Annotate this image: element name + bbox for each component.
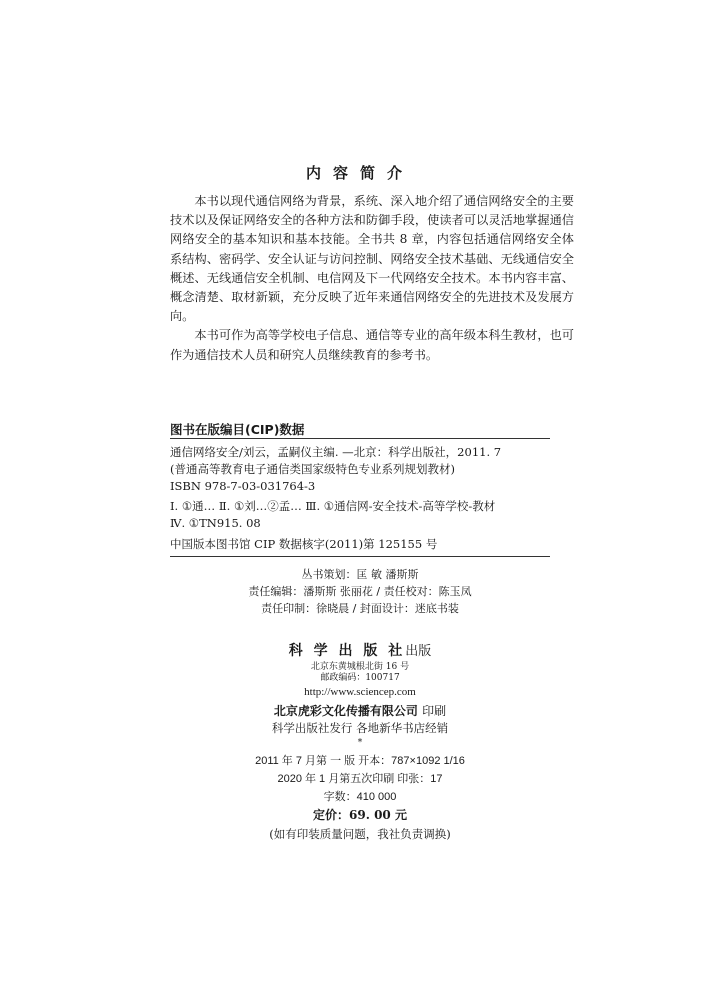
- cip-record: [170, 536, 560, 553]
- credits: [0, 566, 720, 617]
- price-label: 定价：: [313, 808, 350, 822]
- cip-bottom-rule: [170, 556, 550, 557]
- summary-paragraph: 本书可作为高等学校电子信息、通信等专业的高年级本科生教材，也可作为通信技术人员和研究人员继续教育的参考书。: [170, 328, 574, 362]
- publisher-suffix: 出版: [405, 644, 432, 659]
- publisher-address-block: [0, 662, 720, 684]
- printing-line: 2020 年 1 月第五次印刷 印张：17: [277, 773, 443, 785]
- price-line: [0, 806, 720, 823]
- summary-paragraph: 本书以现代通信网络为背景，系统、深入地介绍了通信网络安全的主要技术以及保证网络安全的各种方法和防御手段，使读者可以灵活地掌握通信网络安全的基本知识和基本技能。全书共 8 章，内容包括通信网络安全体系结构、密码学、安全认证与访问控制、网络安全技术基础、无线通信安全概述、无线通信安全机制、电信网及下一代网络安全技术。本书内容丰富、概念清楚、取材新颖，充分反映了近年来通信网络安全的先进技术及发展方向。: [170, 194, 574, 324]
- cip-subject-line: Ⅰ. ①通… Ⅱ. ①刘…②孟… Ⅲ. ①通信网-安全技术-高等学校-教材: [170, 499, 496, 513]
- cip-classification: [170, 498, 560, 532]
- separator-star: *: [357, 738, 363, 748]
- cip-isbn-line: ISBN 978-7-03-031764-3: [170, 479, 316, 493]
- publisher-name-text: 科 学 出 版 社: [288, 643, 406, 659]
- cip-title-line: 通信网络安全/刘云，孟嗣仪主编. —北京：科学出版社，2011. 7: [170, 445, 502, 459]
- publisher-name: [0, 640, 720, 660]
- cip-class-line: Ⅳ. ①TN915. 08: [170, 516, 261, 530]
- cip-top-rule: [170, 438, 550, 439]
- word-count-line: 字数：410 000: [323, 791, 397, 803]
- cip-heading: 图书在版编目(CIP)数据: [170, 422, 305, 437]
- editors-line: 责任编辑：潘斯斯 张丽花 / 责任校对：陈玉凤: [248, 585, 472, 598]
- cip-catalog: [170, 444, 560, 495]
- quality-note: (如有印装质量问题，我社负责调换): [269, 827, 451, 841]
- production-line: 责任印制：徐晓晨 / 封面设计：迷底书装: [261, 602, 459, 615]
- series-planner-line: 丛书策划：匡 敏 潘斯斯: [301, 568, 419, 581]
- summary-title: 内容简介: [305, 164, 414, 182]
- printer-suffix: 印刷: [422, 704, 447, 718]
- printer-name: 北京虎彩文化传播有限公司: [273, 704, 418, 718]
- cip-series-line: (普通高等教育电子通信类国家级特色专业系列规划教材): [170, 462, 455, 476]
- printer-line: [0, 702, 720, 719]
- price-value: 69. 00 元: [349, 808, 407, 822]
- publisher-postcode: 邮政编码：100717: [320, 673, 400, 683]
- publisher-address: 北京东黄城根北街 16 号: [310, 662, 410, 672]
- cip-record-line: 中国版本图书馆 CIP 数据核字(2011)第 125155 号: [170, 537, 438, 551]
- publisher-url: http://www.sciencep.com: [304, 686, 416, 698]
- summary-body: [170, 192, 574, 365]
- distribution-line: 科学出版社发行 各地新华书店经销: [271, 721, 449, 735]
- edition-line: 2011 年 7 月第 一 版 开本：787×1092 1/16: [255, 755, 465, 767]
